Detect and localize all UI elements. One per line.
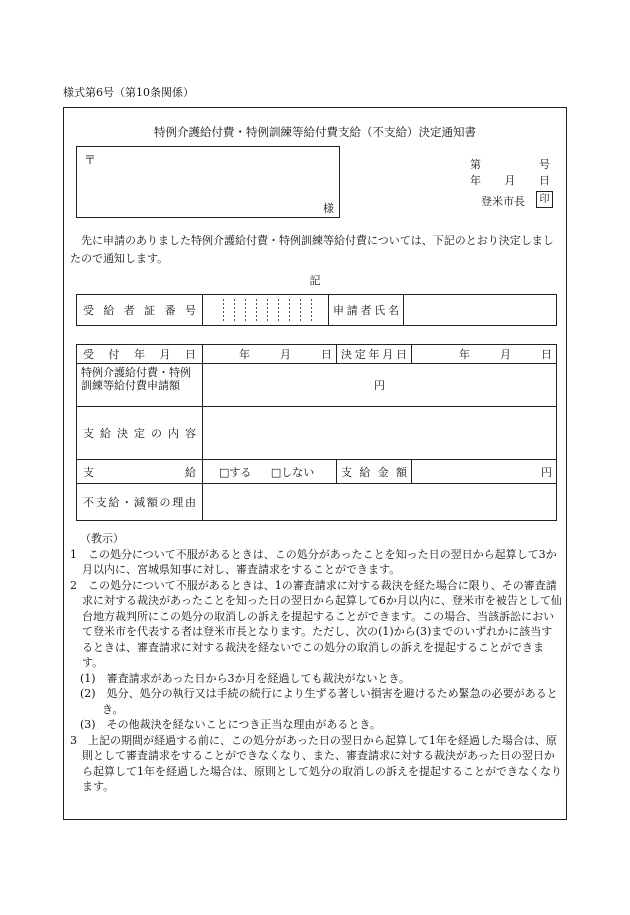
recipient-number-label: 受給者証番号	[77, 295, 203, 326]
payment-amount-yen: 円	[541, 465, 552, 479]
decision-day: 日	[541, 348, 552, 361]
payment-amount-label: 支給金額	[337, 460, 412, 484]
applicant-name-field[interactable]	[404, 295, 557, 326]
instruction-sub-item-1: (1) 審査請求があった日から3か月を経過しても裁決がないとき。	[80, 671, 411, 685]
decision-content-field[interactable]	[203, 407, 557, 460]
instruction-item-1: 1 この処分について不服があるときは、この処分があったことを知った日の翌日から起算して3か月以内に、宮城県知事に対し、審査請求をすることができます。	[70, 547, 557, 576]
payment-choice-field	[203, 460, 337, 484]
decision-table	[76, 344, 557, 521]
honorific-sama: 様	[323, 202, 334, 215]
issue-date-line	[470, 172, 550, 188]
receipt-date-field[interactable]	[203, 345, 337, 364]
number-suffix: 号	[539, 158, 550, 171]
decision-month: 月	[500, 348, 511, 361]
instruction-sub-item-2: (2) 処分、処分の執行又は手続の続行により生ずる著しい損害を避けるため緊急の必要があるとき。	[80, 687, 558, 716]
instructions-heading: （教示）	[80, 532, 124, 545]
ki-heading: 記	[309, 274, 321, 287]
payment-amount-field[interactable]	[412, 460, 557, 484]
receipt-year: 年	[239, 348, 250, 361]
option-yes-checkbox[interactable]: □する	[219, 465, 252, 479]
decision-date-field[interactable]	[412, 345, 557, 364]
instruction-sub-item-3: (3) その他裁決を経ないことにつき正当な理由があるとき。	[80, 718, 381, 731]
number-prefix: 第	[470, 158, 481, 171]
receipt-month: 月	[280, 348, 291, 361]
decision-date-label: 決定年月日	[337, 345, 412, 364]
issue-year: 年	[470, 174, 481, 187]
application-amount-field[interactable]	[203, 364, 557, 407]
receipt-date-label: 受付年月日	[77, 345, 203, 364]
recipient-table	[76, 294, 557, 326]
document-title: 特例介護給付費・特例訓練等給付費支給（不支給）決定通知書	[154, 125, 476, 139]
instructions-section	[70, 531, 562, 795]
application-amount-yen: 円	[374, 379, 385, 392]
digit-guides	[213, 299, 318, 321]
issue-day: 日	[539, 174, 550, 187]
payment-label: 支 給	[77, 460, 203, 484]
seal-mark: 印	[536, 191, 553, 208]
document-number-line	[470, 156, 550, 172]
decision-year: 年	[459, 348, 470, 361]
instruction-item-2: 2 この処分について不服があるときは、1の審査請求に対する裁決を経た場合に限り、その審査請求に対する裁決があったことを知った日の翌日から起算して6か月以内に、登米市を被告として仙台地方裁判所にこの処分の取消しの訴えを提起することができます。この場合、当該訴訟において登米市を代表する者は登米市長となります。ただし、次の(1)から(3)までのいずれかに該当するときは、審査請求に対する裁決を経ないでこの処分の取消しの訴えを提起することができます。	[70, 578, 562, 669]
applicant-name-label: 申請者氏名	[329, 295, 404, 326]
reason-field[interactable]	[203, 484, 557, 521]
postal-mark: 〒	[84, 153, 97, 167]
issuer-mayor: 登米市長	[481, 195, 525, 208]
recipient-number-field[interactable]	[203, 295, 329, 326]
application-amount-label: 特例介護給付費・特例訓練等給付費申請額	[77, 364, 203, 407]
option-no-checkbox[interactable]: □しない	[270, 465, 315, 479]
decision-content-label: 支給決定の内容	[77, 407, 203, 460]
instruction-item-3: 3 上記の期間が経過する前に、この処分があった日の翌日から起算して1年を経過した場合は、原則として審査請求をすることができなくなり、また、審査請求に対する裁決があった日の翌日から起算して1年を経過した場合は、原則として処分の取消しの訴えを提起することができなくなります。	[70, 733, 562, 793]
notice-body-text: 先に申請のありました特例介護給付費・特例訓練等給付費については、下記のとおり決定しましたので通知します。	[70, 234, 554, 265]
issue-month: 月	[504, 174, 516, 187]
reason-label: 不支給・減額の理由	[77, 484, 203, 521]
receipt-day: 日	[321, 348, 332, 361]
form-number: 様式第6号（第10条関係）	[63, 86, 194, 99]
address-box	[76, 146, 340, 218]
